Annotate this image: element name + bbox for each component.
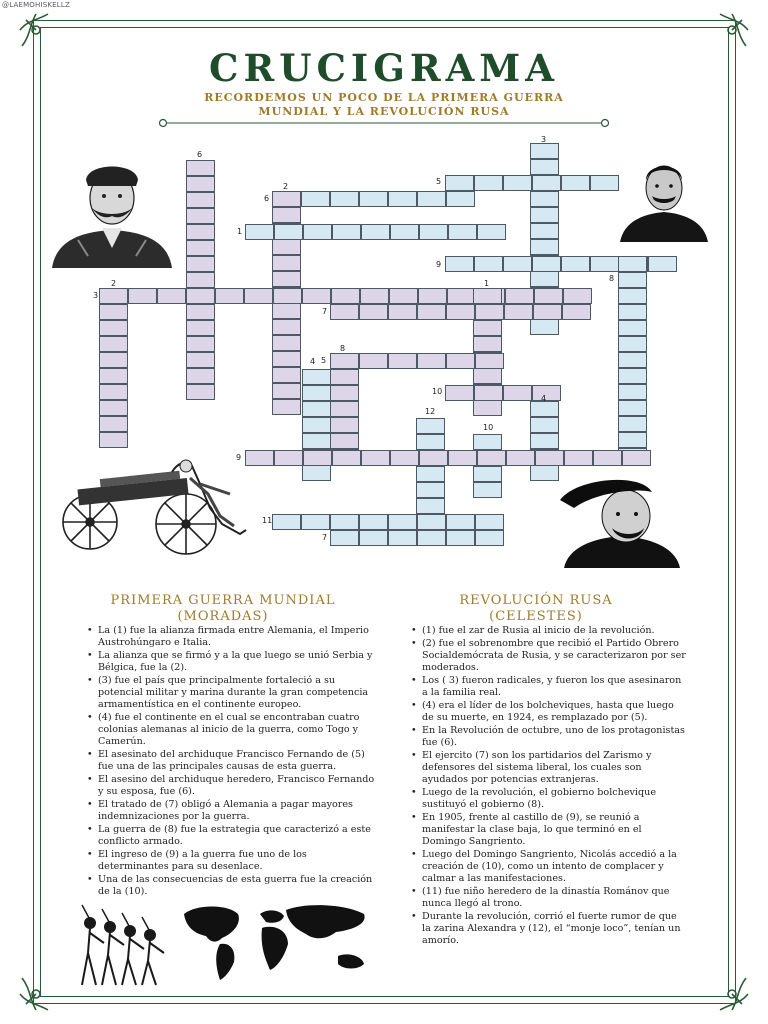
crossword-cell[interactable] [618,400,647,416]
crossword-cell[interactable] [274,450,303,466]
crossword-cell[interactable] [361,224,390,240]
crossword-cell[interactable] [561,175,590,191]
crossword-cell[interactable] [245,450,274,466]
clue-item: • El asesino del archiduque heredero, Francisco Fernando y su esposa, fue (6). [82,774,378,798]
clue-number: 6 [197,150,203,159]
crossword-cell[interactable] [272,191,301,207]
crossword-cell[interactable] [359,191,388,207]
clue-number: 1 [484,279,490,288]
crossword-cell[interactable] [389,288,418,304]
crossword-cell[interactable] [99,304,128,320]
clue-number: 4 [310,357,316,366]
crossword-cell[interactable] [186,192,215,208]
crossword-cell[interactable] [473,466,502,482]
section-title-rr-line-1: REVOLUCIÓN RUSA [459,593,613,608]
clue-number: 8 [609,274,615,283]
crossword-cell[interactable] [474,385,503,401]
crossword-cell[interactable] [186,240,215,256]
crossword-cell[interactable] [302,369,331,385]
crossword-cell[interactable] [532,175,561,191]
crossword-cell[interactable] [473,368,502,384]
crossword-cell[interactable] [99,384,128,400]
clue-number: 6 [264,194,270,203]
crossword-cell[interactable] [564,450,593,466]
crossword-cell[interactable] [302,288,331,304]
crossword-cell[interactable] [446,530,475,546]
crossword-cell[interactable] [417,191,446,207]
crossword-cell[interactable] [330,191,359,207]
crossword-cell[interactable] [416,482,445,498]
title-divider [158,116,610,130]
clue-item: • Durante la revolución, corrió el fuerte rumor de que la zarina Alexandra y (12), el “monje loco”, tenían un amorío. [406,911,688,947]
crossword-cell[interactable] [302,433,331,449]
crossword-cell[interactable] [473,288,502,304]
crossword-cell[interactable] [475,353,504,369]
clue-item: • (4) era el líder de los bolcheviques, hasta que luego de su muerte, en 1924, es remplazado por (5). [406,700,688,724]
crossword-cell[interactable] [330,433,359,449]
crossword-cell[interactable] [186,288,215,304]
crossword-cell[interactable] [417,530,446,546]
clue-number: 10 [483,423,494,432]
crossword-cell[interactable] [359,514,388,530]
clue-number: 5 [436,177,442,186]
page-title: CRUCIGRAMA [209,46,559,90]
crossword-cell[interactable] [186,352,215,368]
soldiers-illustration [76,903,180,987]
crossword-cell[interactable] [186,256,215,272]
portrait-illustration-left [48,156,176,268]
crossword-cell[interactable] [272,351,301,367]
crossword-cell[interactable] [99,400,128,416]
crossword-cell[interactable] [245,224,274,240]
clue-list-russian-revolution [406,625,688,948]
crossword-cell[interactable] [302,465,331,481]
crossword-cell[interactable] [99,336,128,352]
crossword-cell[interactable] [272,383,301,399]
crossword-cell[interactable] [475,514,504,530]
clue-number: 2 [111,279,117,288]
crossword-cell[interactable] [561,256,590,272]
crossword-cell[interactable] [416,418,445,434]
crossword-cell[interactable] [530,271,559,287]
crossword-cell[interactable] [215,288,244,304]
crossword-cell[interactable] [448,450,477,466]
crossword-cell[interactable] [301,514,330,530]
clue-item: • Una de las consecuencias de esta guerra fue la creación de la (10). [82,874,378,898]
crossword-cell[interactable] [417,304,446,320]
crossword-cell[interactable] [530,207,559,223]
crossword-cell[interactable] [359,530,388,546]
crossword-cell[interactable] [446,353,475,369]
crossword-cell[interactable] [473,336,502,352]
clue-item: • El ejercito (7) son los partidarios del Zarismo y defensores del sistema liberal, los cuales son ayudados por potencias extranjeras. [406,750,688,786]
crossword-cell[interactable] [618,256,647,272]
crossword-cell[interactable] [330,353,359,369]
crossword-cell[interactable] [273,288,302,304]
crossword-cell[interactable] [504,304,533,320]
clue-item: • (1) fue el zar de Rusia al inicio de la revolución. [406,625,688,637]
crossword-cell[interactable] [530,239,559,255]
crossword-cell[interactable] [446,191,475,207]
world-map-illustration [176,900,378,982]
crossword-cell[interactable] [530,159,559,175]
crossword-cell[interactable] [301,191,330,207]
crossword-cell[interactable] [272,255,301,271]
crossword-cell[interactable] [445,256,474,272]
crossword-cell[interactable] [388,530,417,546]
clue-number: 9 [236,453,242,462]
crossword-cell[interactable] [416,498,445,514]
clue-number: 3 [541,135,547,144]
clue-item: • (4) fue el continente en el cual se encontraban cuatro colonias alemanas al inicio de la guerra, como Togo y Camerún. [82,712,378,748]
crossword-cell[interactable] [330,369,359,385]
clue-item: • Luego del Domingo Sangriento, Nicolás accedió a la creación de (10), como un intento de complacer y calmar a las manifestaciones. [406,849,688,885]
crossword-cell[interactable] [562,304,591,320]
crossword-cell[interactable] [590,256,619,272]
crossword-cell[interactable] [618,272,647,288]
crossword-cell[interactable] [530,401,559,417]
crossword-cell[interactable] [533,304,562,320]
crossword-cell[interactable] [186,176,215,192]
crossword-cell[interactable] [477,450,506,466]
crossword-cell[interactable] [99,432,128,448]
crossword-cell[interactable] [474,256,503,272]
crossword-cell[interactable] [99,320,128,336]
crossword-cell[interactable] [618,336,647,352]
portrait-illustration-right [620,158,708,242]
crossword-cell[interactable] [272,335,301,351]
clue-number: 2 [283,182,289,191]
crossword-cell[interactable] [186,272,215,288]
crossword-cell[interactable] [530,223,559,239]
crossword-cell[interactable] [448,224,477,240]
crossword-cell[interactable] [99,288,128,304]
watermark: @LAEMOHISKELLZ [2,1,71,9]
crossword-cell[interactable] [302,401,331,417]
crossword-cell[interactable] [530,191,559,207]
crossword-cell[interactable] [473,320,502,336]
crossword-cell[interactable] [590,175,619,191]
clue-item: • En la Revolución de octubre, uno de los protagonistas fue (6). [406,725,688,749]
crossword-cell[interactable] [303,450,332,466]
crossword-cell[interactable] [447,288,476,304]
crossword-cell[interactable] [388,191,417,207]
crossword-cell[interactable] [388,304,417,320]
crossword-cell[interactable] [361,450,390,466]
crossword-cell[interactable] [503,256,532,272]
crossword-cell[interactable] [272,239,301,255]
crossword-cell[interactable] [272,271,301,287]
crossword-cell[interactable] [506,450,535,466]
clue-number: 8 [340,344,346,353]
crossword-cell[interactable] [473,482,502,498]
section-title-russian-revolution [408,593,664,625]
crossword-cell[interactable] [330,417,359,433]
crossword-cell[interactable] [446,514,475,530]
clue-item: • (2) fue el sobrenombre que recibió el Partido Obrero Socialdemócrata de Rusia, y se caracterizaron por ser moderados. [406,638,688,674]
clue-number: 4 [541,394,547,403]
section-title-wwi-line-1: PRIMERA GUERRA MUNDIAL [110,593,336,608]
crossword-cell[interactable] [186,208,215,224]
crossword-cell[interactable] [473,400,502,416]
crossword-cell[interactable] [419,450,448,466]
crossword-cell[interactable] [618,288,647,304]
crossword-cell[interactable] [186,160,215,176]
portrait-illustration-bottom-right [556,470,686,568]
crossword-cell[interactable] [359,304,388,320]
crossword-cell[interactable] [330,530,359,546]
crossword-cell[interactable] [157,288,186,304]
crossword-cell[interactable] [272,367,301,383]
crossword-cell[interactable] [503,385,532,401]
crossword-cell[interactable] [272,514,301,530]
clue-item: • Luego de la revolución, el gobierno bolchevique sustituyó el gobierno (8). [406,787,688,811]
crossword-cell[interactable] [622,450,651,466]
crossword-cell[interactable] [390,450,419,466]
section-title-wwi-line-2: (MORADAS) [177,609,269,624]
crossword-cell[interactable] [477,224,506,240]
section-title-wwi [68,593,378,625]
crossword-cell[interactable] [618,352,647,368]
crossword-cell[interactable] [186,368,215,384]
crossword-cell[interactable] [186,320,215,336]
clue-list-wwi [82,625,378,899]
clue-item: • El asesinato del archiduque Francisco Fernando de (5) fue una de las principales causas de esta guerra. [82,749,378,773]
crossword-cell[interactable] [530,319,559,335]
crossword-cell[interactable] [530,465,559,481]
crossword-cell[interactable] [330,401,359,417]
crossword-cell[interactable] [331,288,360,304]
crossword-cell[interactable] [618,416,647,432]
crossword-cell[interactable] [128,288,157,304]
clue-number: 3 [93,291,99,300]
crossword-cell[interactable] [618,432,647,448]
crossword-cell[interactable] [618,368,647,384]
clue-number: 7 [322,533,328,542]
crossword-cell[interactable] [534,288,563,304]
clue-item: • El tratado de (7) obligó a Alemania a pagar mayores indemnizaciones por la guerra. [82,799,378,823]
corner-ornament-bottom-left [14,970,60,1016]
crossword-cell[interactable] [530,417,559,433]
crossword-cell[interactable] [474,175,503,191]
crossword-cell[interactable] [388,514,417,530]
crossword-cell[interactable] [532,385,561,401]
crossword-cell[interactable] [618,320,647,336]
crossword-cell[interactable] [272,399,301,415]
crossword-cell[interactable] [359,353,388,369]
crossword-cell[interactable] [274,224,303,240]
crossword-cell[interactable] [503,175,532,191]
clue-item: • Los ( 3) fueron radicales, y fueron los que asesinaron a la familia real. [406,675,688,699]
clue-number: 5 [321,356,327,365]
clue-number: 9 [436,260,442,269]
crossword-cell[interactable] [535,450,564,466]
crossword-cell[interactable] [99,416,128,432]
subtitle [184,91,584,119]
crossword-cell[interactable] [418,288,447,304]
crossword-cell[interactable] [530,433,559,449]
clue-item: • La guerra de (8) fue la estrategia que caracterizó a este conflicto armado. [82,824,378,848]
crossword-cell[interactable] [186,224,215,240]
section-title-rr-line-2: (CELESTES) [489,609,583,624]
clue-number: 11 [262,516,273,525]
subtitle-line-1: RECORDEMOS UN POCO DE LA PRIMERA GUERRA [204,91,564,104]
crossword-cell[interactable] [330,385,359,401]
crossword-cell[interactable] [388,353,417,369]
clue-item: • La (1) fue la alianza firmada entre Alemania, el Imperio Austrohúngaro e Italia. [82,625,378,649]
clue-item: • El ingreso de (9) a la guerra fue uno de los determinantes para su desenlace. [82,849,378,873]
crossword-cell[interactable] [332,224,361,240]
crossword-cell[interactable] [99,368,128,384]
crossword-cell[interactable] [390,224,419,240]
crossword-cell[interactable] [563,288,592,304]
crossword-cell[interactable] [272,319,301,335]
clue-number: 10 [432,387,443,396]
crossword-cell[interactable] [186,336,215,352]
crossword-cell[interactable] [618,384,647,400]
clue-number: 1 [237,227,243,236]
cannon-illustration [60,454,256,560]
crossword-cell[interactable] [648,256,677,272]
crossword-cell[interactable] [417,514,446,530]
crossword-cell[interactable] [532,256,561,272]
crossword-cell[interactable] [475,304,504,320]
crossword-cell[interactable] [473,434,502,450]
crossword-cell[interactable] [272,207,301,223]
crossword-cell[interactable] [445,175,474,191]
crossword-cell[interactable] [446,304,475,320]
clue-item: • (11) fue niño heredero de la dinastía Románov que nunca llegó al trono. [406,886,688,910]
crossword-cell[interactable] [618,304,647,320]
crossword-cell[interactable] [360,288,389,304]
crossword-cell[interactable] [186,304,215,320]
crossword-cell[interactable] [419,224,448,240]
clue-item: • En 1905, frente al castillo de (9), se reunió a manifestar la clase baja, lo que terminó en el Domingo Sangriento. [406,812,688,848]
crossword-cell[interactable] [417,353,446,369]
crossword-cell[interactable] [330,514,359,530]
crossword-cell[interactable] [302,417,331,433]
crossword-cell[interactable] [303,224,332,240]
clue-number: 12 [425,407,436,416]
crossword-cell[interactable] [593,450,622,466]
crossword-cell[interactable] [302,385,331,401]
corner-ornament-bottom-right [708,970,754,1016]
clue-item: • (3) fue el país que principalmente fortaleció a su potencial militar y marina durante la gran competencia armamentística en el continente europeo. [82,675,378,711]
crossword-cell[interactable] [416,434,445,450]
crossword-cell[interactable] [332,450,361,466]
crossword-cell[interactable] [99,352,128,368]
crossword-cell[interactable] [186,384,215,400]
crossword-cell[interactable] [244,288,273,304]
crossword-cell[interactable] [530,143,559,159]
subtitle-line-2: MUNDIAL Y LA REVOLUCIÓN RUSA [258,105,510,118]
crossword-cell[interactable] [505,288,534,304]
crossword-cell[interactable] [475,530,504,546]
crossword-cell[interactable] [445,385,474,401]
clue-number: 7 [322,307,328,316]
clue-item: • La alianza que se firmó y a la que luego se unió Serbia y Bélgica, fue la (2). [82,650,378,674]
crossword-cell[interactable] [330,304,359,320]
crossword-cell[interactable] [272,303,301,319]
crossword-cell[interactable] [416,466,445,482]
